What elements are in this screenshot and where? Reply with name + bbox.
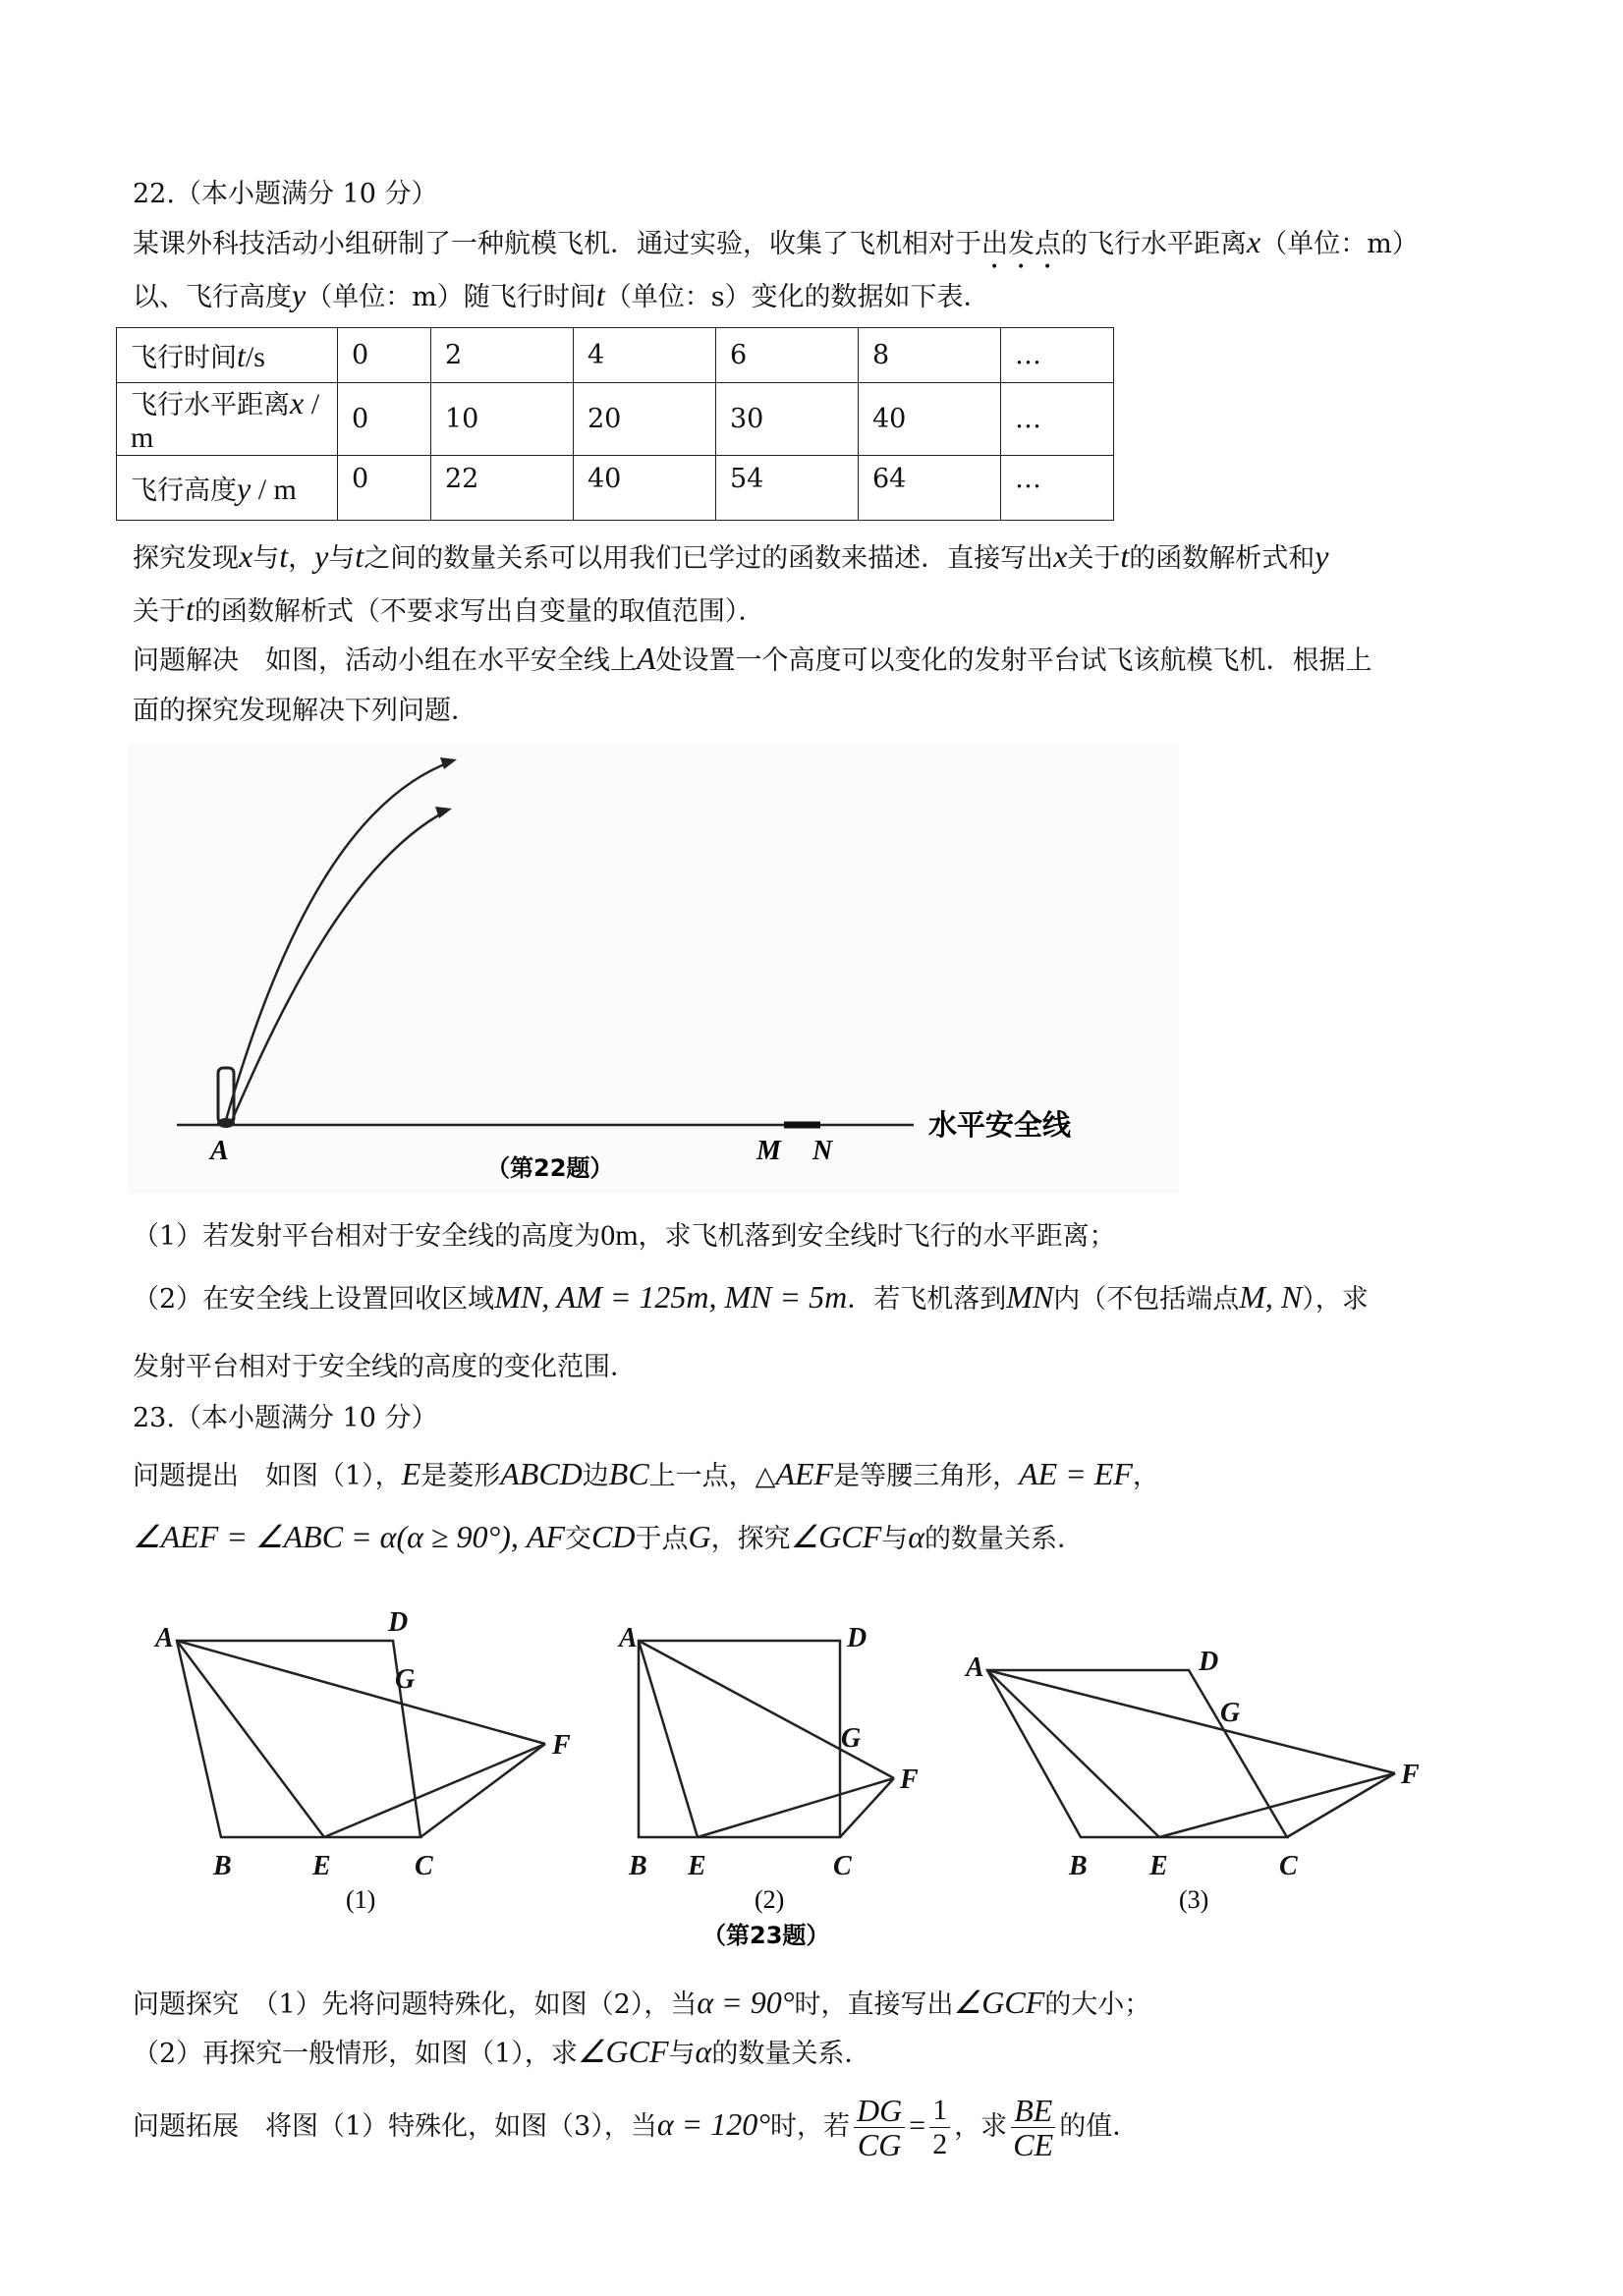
- fraction-one-half: $\frac{1}{2}$: [929, 2094, 950, 2161]
- table-cell: 10: [431, 383, 574, 456]
- table-cell: 8: [859, 328, 1001, 383]
- table-cell: 40: [859, 383, 1001, 456]
- fig3-label-c: C: [1279, 1851, 1298, 1881]
- segment-ae-2: [639, 1641, 698, 1837]
- label-a: A: [210, 1136, 229, 1166]
- figure-22-caption: （第22题）: [486, 1154, 614, 1182]
- launch-platform-base: [217, 1118, 235, 1128]
- fig2-label-b: B: [629, 1851, 647, 1881]
- table-row: [117, 328, 1114, 383]
- q22-solve-line2: 面的探究发现解决下列问题．: [133, 696, 477, 726]
- rhombus-abcd-3: [987, 1670, 1287, 1837]
- segment-ef-1: [324, 1744, 545, 1837]
- figure-23-3: [987, 1670, 1395, 1837]
- fig2-label-c: C: [833, 1851, 852, 1881]
- table-row: [117, 456, 1114, 521]
- q22-solve-line1: 问题解决 如图，活动小组在水平安全线上A处设置一个高度可以变化的发射平台试飞该航模飞机．根据上: [133, 641, 1372, 676]
- q22-explore-line2: 关于t的函数解析式（不要求写出自变量的取值范围）．: [133, 591, 765, 627]
- segment-af-2: [639, 1641, 894, 1778]
- figure-23-group: [138, 1592, 1493, 1965]
- table-cell: 6: [716, 328, 859, 383]
- table-cell: …: [1001, 456, 1114, 521]
- table-cell: 54: [716, 456, 859, 521]
- q23-problem-line2: ∠AEF = ∠ABC = α(α ≥ 90°), AF交CD于点G，探究∠GCF与α的数量关系．: [133, 1519, 1085, 1554]
- figure-23-caption: （第23题）: [702, 1922, 830, 1949]
- q23-explore-line1: 问题探究 （1）先将问题特殊化，如图（2），当α = 90°时，直接写出∠GCF的大小；: [133, 1985, 1151, 2020]
- fig3-label-a: A: [966, 1652, 984, 1683]
- fig1-label-e: E: [312, 1851, 331, 1881]
- segment-cf-1: [420, 1744, 545, 1837]
- segment-cf-3: [1287, 1773, 1395, 1837]
- label-n: N: [812, 1136, 833, 1166]
- q23-heading: 23.（本小题满分 10 分）: [133, 1403, 438, 1433]
- table-cell: 2: [431, 328, 574, 383]
- q22-part1: （1）若发射平台相对于安全线的高度为0m，求飞机落到安全线时飞行的水平距离；: [133, 1219, 1116, 1252]
- fig3-label-g: G: [1220, 1698, 1241, 1728]
- figure-23-1: [177, 1641, 545, 1837]
- q22-part2-line1: （2）在安全线上设置回收区域MN, AM = 125m, MN = 5m．若飞机落到MN内（不包括端点M, N），求: [133, 1279, 1369, 1315]
- row-label: 飞行时间t/s: [117, 328, 338, 383]
- fig3-label-e: E: [1149, 1851, 1168, 1881]
- fig1-caption: (1): [346, 1885, 376, 1914]
- fraction-dg-cg: $\frac{DG}{CG}$: [854, 2094, 905, 2161]
- fig2-label-a: A: [619, 1623, 638, 1653]
- fig1-label-f: F: [552, 1730, 571, 1761]
- flight-data-table: [116, 327, 1114, 521]
- table-cell: 30: [716, 383, 859, 456]
- label-m: M: [756, 1136, 781, 1166]
- fig2-label-f: F: [900, 1764, 919, 1795]
- table-cell: 0: [338, 383, 431, 456]
- fig1-label-b: B: [213, 1851, 232, 1881]
- table-cell: …: [1001, 383, 1114, 456]
- fig1-label-c: C: [415, 1851, 433, 1881]
- fig2-label-e: E: [688, 1851, 706, 1881]
- safety-line-label: 水平安全线: [928, 1108, 1072, 1142]
- fig3-label-b: B: [1069, 1851, 1088, 1881]
- table-cell: 64: [859, 456, 1001, 521]
- segment-ef-2: [698, 1778, 894, 1837]
- q22-heading: 22.（本小题满分 10 分）: [133, 179, 438, 209]
- q23-explore-line2: （2）再探究一般情形，如图（1），求∠GCF与α的数量关系．: [133, 2034, 871, 2069]
- segment-af-1: [177, 1641, 545, 1744]
- q22-intro-line1: 某课外科技活动小组研制了一种航模飞机．通过实验，收集了飞机相对于出发点的飞行水平距离x（单位：m）: [133, 224, 1419, 259]
- segment-ef-3: [1159, 1773, 1395, 1837]
- rhombus-abcd-1: [177, 1641, 420, 1837]
- fig1-label-a: A: [155, 1623, 174, 1653]
- table-cell: 20: [574, 383, 716, 456]
- fig1-label-d: D: [388, 1607, 409, 1638]
- table-cell: 22: [431, 456, 574, 521]
- fig1-label-g: G: [395, 1664, 416, 1695]
- table-cell: 0: [338, 328, 431, 383]
- table-cell: 0: [338, 456, 431, 521]
- table-row: [117, 383, 1114, 456]
- row-label: 飞行水平距离x / m: [117, 383, 338, 456]
- row-label: 飞行高度y / m: [117, 456, 338, 521]
- fig2-caption: (2): [755, 1885, 785, 1914]
- q22-explore-line1: 探究发现x与t，y与t之间的数量关系可以用我们已学过的函数来描述．直接写出x关于t的函数解析式和y: [133, 538, 1329, 574]
- q22-intro-line2: 以、飞行高度y（单位：m）随飞行时间t（单位：s）变化的数据如下表．: [133, 277, 990, 312]
- segment-af-3: [987, 1670, 1395, 1773]
- segment-ae-3: [987, 1670, 1159, 1837]
- fig3-caption: (3): [1179, 1885, 1209, 1914]
- fraction-be-ce: $\frac{BE}{CE}$: [1011, 2094, 1055, 2161]
- fig2-label-g: G: [841, 1723, 862, 1754]
- q23-problem-line1: 问题提出 如图（1），E是菱形ABCD边BC上一点，△AEF是等腰三角形，AE = EF，: [133, 1456, 1159, 1491]
- table-cell: 4: [574, 328, 716, 383]
- table-cell: …: [1001, 328, 1114, 383]
- fig3-label-d: D: [1199, 1647, 1219, 1677]
- figure-22: [128, 742, 1189, 1204]
- q22-part2-line2: 发射平台相对于安全线的高度的变化范围．: [133, 1352, 637, 1382]
- fig2-label-d: D: [847, 1623, 867, 1653]
- q23-extension-line: 问题拓展 将图（1）特殊化，如图（3），当α = 120°时，若 $\frac{DG}{CG}$ = $\frac{1}{2}$ ，求 $\frac{BE}{CE}$ 的值．: [133, 2093, 1140, 2162]
- fig3-label-f: F: [1401, 1760, 1420, 1790]
- table-cell: 40: [574, 456, 716, 521]
